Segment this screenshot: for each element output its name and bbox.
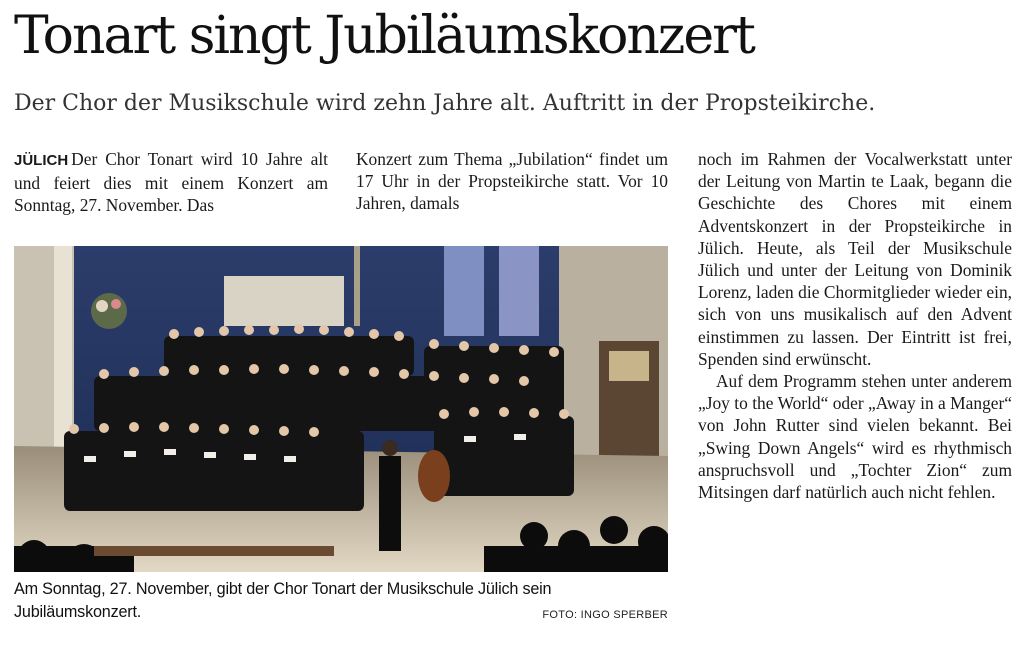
article-column-3	[698, 148, 1012, 503]
dateline: JÜLICH	[14, 152, 69, 169]
column-3-paragraph-2: Auf dem Programm stehen unter anderem „Joy to the World“ oder „Away in a Manger“ von John Rutter sind vielen bekannt. Bei „Swing Down Angels“ wird es rhythmisch anspruchsvoll und „Tochter Zion“ zum Mitsingen darf natürlich auch nicht fehlen.	[698, 371, 1012, 503]
article-column-1	[14, 148, 328, 217]
subheadline: Der Chor der Musikschule wird zehn Jahre alt. Auftritt in der Propsteikirche.	[14, 91, 876, 116]
column-1-text	[14, 148, 328, 217]
photo-credit: FOTO: INGO SPERBER	[542, 609, 668, 621]
choir-illustration	[14, 246, 668, 572]
photo-caption: Am Sonntag, 27. November, gibt der Chor Tonart der Musikschule Jülich sein Jubiläumskonzert.	[14, 580, 552, 621]
article-column-2	[356, 148, 668, 215]
column-2-body: Konzert zum Thema „Jubilation“ findet um 17 Uhr in der Propsteikirche statt. Vor 10 Jahren, damals	[356, 149, 668, 214]
column-1-body: Der Chor Tonart wird 10 Jahre alt und feiert dies mit einem Konzert am Sonntag, 27. November. Das	[14, 149, 328, 216]
column-3-paragraph-1: noch im Rahmen der Vocalwerkstatt unter der Leitung von Martin te Laak, begann die Geschichte des Chores mit einem Adventskonzert in der Propsteikirche in Jülich. Heute, als Teil der Musikschule Jülich und unter der Leitung von Dominik Lorenz, laden die Chormitglieder wieder ein, sich von uns musikalisch auf den Advent einstimmen zu lassen. Der Eintritt ist frei, Spenden sind erwünscht.	[698, 149, 1012, 369]
headline: Tonart singt Jubiläumskonzert	[14, 6, 754, 66]
concert-photo	[14, 246, 668, 572]
